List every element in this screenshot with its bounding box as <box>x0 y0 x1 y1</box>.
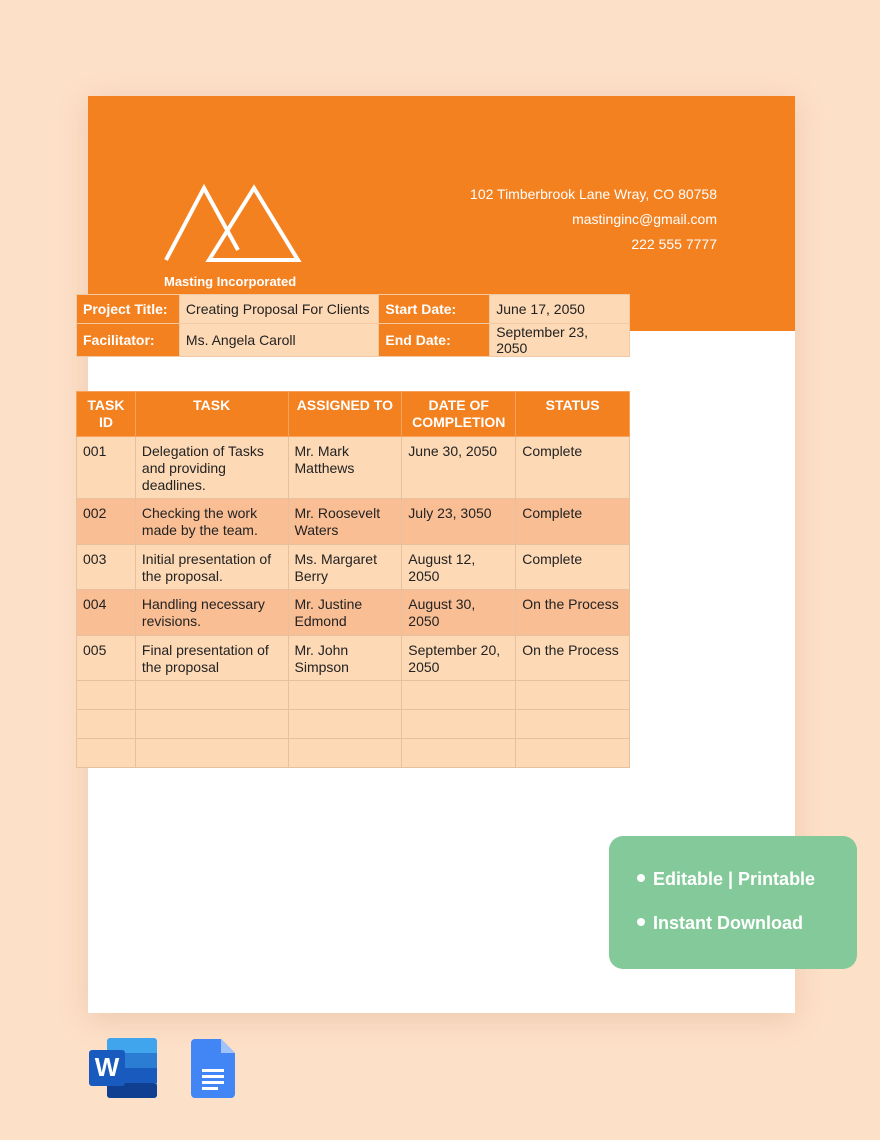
task-cell: Delegation of Tasks and providing deadlines. <box>135 437 288 499</box>
end-date-value: September 23, 2050 <box>490 324 630 357</box>
info-row <box>77 324 630 357</box>
info-row <box>77 295 630 324</box>
task-cell: Checking the work made by the team. <box>135 499 288 545</box>
table-row <box>77 636 630 681</box>
facilitator-label: Facilitator: <box>77 324 180 357</box>
status-cell: Complete <box>516 545 630 590</box>
feature-item <box>637 869 815 890</box>
assigned-to-cell: Mr. Mark Matthews <box>288 437 402 499</box>
start-date-label: Start Date: <box>379 295 490 324</box>
company-phone: 222 555 7777 <box>631 236 717 252</box>
project-info-table <box>76 294 630 357</box>
facilitator-value: Ms. Angela Caroll <box>179 324 379 357</box>
assigned-to-cell: Mr. John Simpson <box>288 636 402 681</box>
empty-row <box>77 710 630 739</box>
task-id-cell: 005 <box>77 636 136 681</box>
column-header-assigned-to: ASSIGNED TO <box>288 392 402 437</box>
empty-row <box>77 681 630 710</box>
table-row <box>77 590 630 636</box>
date-cell: August 12, 2050 <box>402 545 516 590</box>
task-table-header <box>77 392 630 437</box>
company-name: Masting Incorporated <box>164 274 297 289</box>
date-cell: September 20, 2050 <box>402 636 516 681</box>
start-date-value: June 17, 2050 <box>490 295 630 324</box>
task-id-cell: 004 <box>77 590 136 636</box>
column-header-date-of-completion: DATE OF COMPLETION <box>402 392 516 437</box>
column-header-task: TASK <box>135 392 288 437</box>
task-id-cell: 002 <box>77 499 136 545</box>
microsoft-word-icon[interactable] <box>89 1038 157 1098</box>
feature-label: Editable | Printable <box>653 869 816 889</box>
svg-text:W: W <box>94 1052 120 1082</box>
bullet-icon <box>637 918 645 926</box>
bullet-icon <box>637 874 645 882</box>
company-address: 102 Timberbrook Lane Wray, CO 80758 <box>470 186 717 202</box>
table-row <box>77 499 630 545</box>
assigned-to-cell: Mr. Justine Edmond <box>288 590 402 636</box>
features-badge <box>609 836 857 969</box>
empty-row <box>77 739 630 768</box>
project-title-label: Project Title: <box>77 295 180 324</box>
task-cell: Final presentation of the proposal <box>135 636 288 681</box>
status-cell: On the Process <box>516 636 630 681</box>
mountain-logo-icon <box>164 184 302 264</box>
assigned-to-cell: Ms. Margaret Berry <box>288 545 402 590</box>
company-email: mastinginc@gmail.com <box>572 211 717 227</box>
task-cell: Handling necessary revisions. <box>135 590 288 636</box>
project-title-value: Creating Proposal For Clients <box>179 295 379 324</box>
feature-item <box>637 913 803 934</box>
date-cell: July 23, 3050 <box>402 499 516 545</box>
task-table <box>76 391 630 768</box>
date-cell: August 30, 2050 <box>402 590 516 636</box>
table-row <box>77 437 630 499</box>
status-cell: Complete <box>516 499 630 545</box>
date-cell: June 30, 2050 <box>402 437 516 499</box>
end-date-label: End Date: <box>379 324 490 357</box>
feature-label: Instant Download <box>653 913 803 933</box>
table-row <box>77 545 630 590</box>
status-cell: Complete <box>516 437 630 499</box>
task-id-cell: 001 <box>77 437 136 499</box>
status-cell: On the Process <box>516 590 630 636</box>
column-header-task-id: TASK ID <box>77 392 136 437</box>
task-cell: Initial presentation of the proposal. <box>135 545 288 590</box>
column-header-status: STATUS <box>516 392 630 437</box>
task-id-cell: 003 <box>77 545 136 590</box>
assigned-to-cell: Mr. Roosevelt Waters <box>288 499 402 545</box>
google-docs-icon[interactable] <box>191 1039 235 1098</box>
contact-block <box>470 185 717 260</box>
